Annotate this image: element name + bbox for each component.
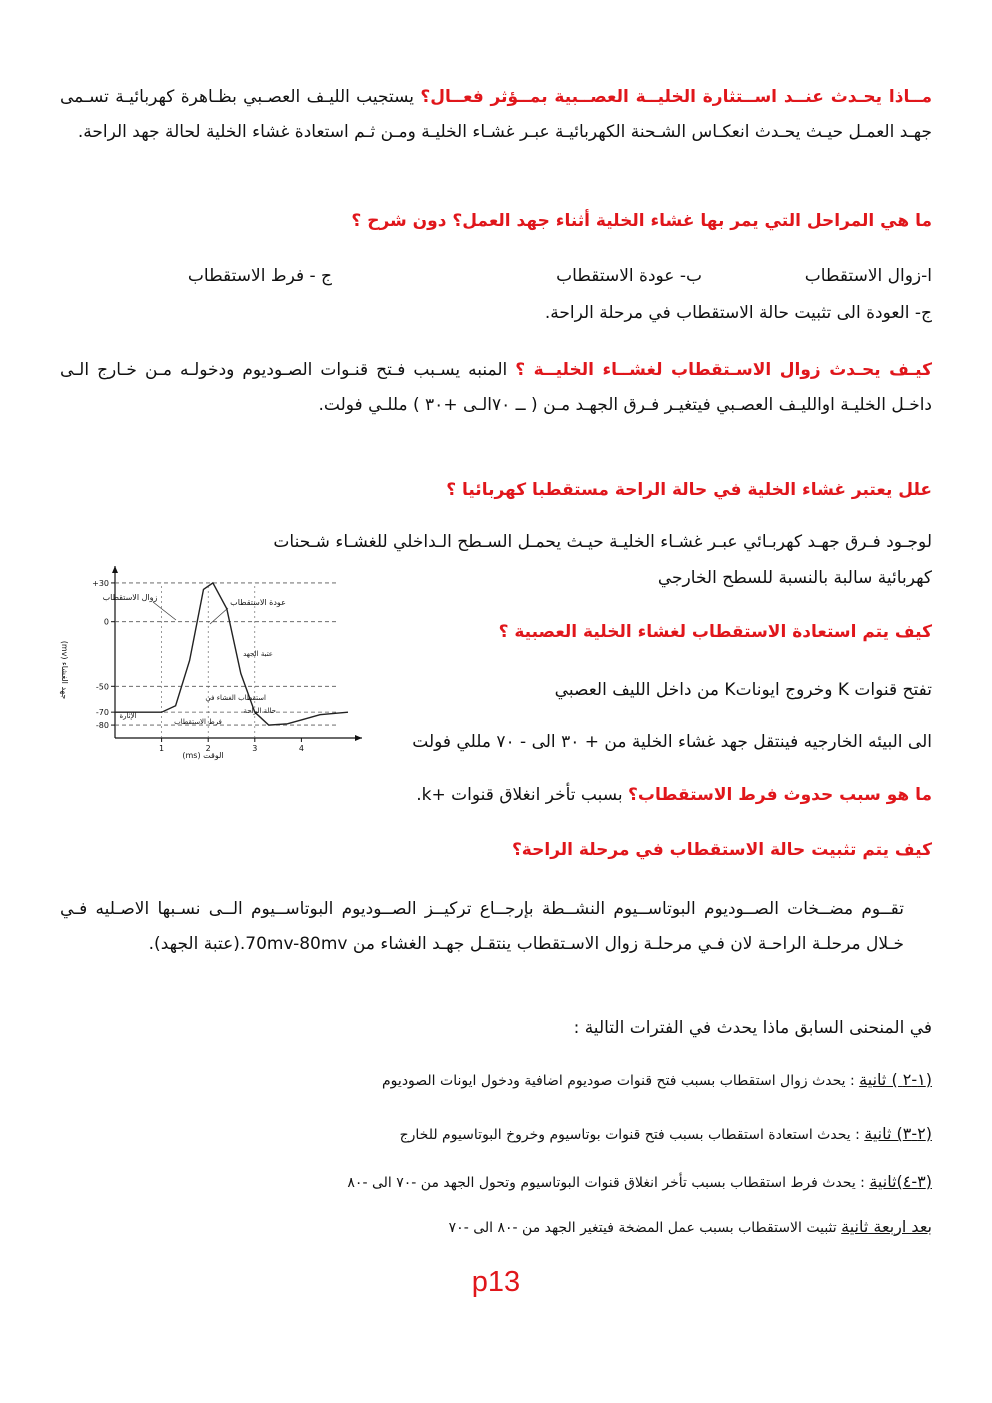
- q5-answer-line2: الى البيئه الخارجيه فينتقل جهد غشاء الخلية من + ٣٠ الى - ٧٠ مللي فولت: [412, 732, 932, 752]
- action-potential-graph: [48, 560, 370, 768]
- resting-label-1: استقطاب الغشاء في: [205, 694, 266, 702]
- period-label: (٣-٤)ثانية: [869, 1172, 932, 1191]
- graph-labels: [60, 593, 286, 760]
- q4-answer-line2: كهربائية سالبة بالنسبة للسطح الخارجي: [657, 568, 932, 588]
- periods-intro: في المنحنى السابق ماذا يحدث في الفترات التالية :: [573, 1018, 932, 1038]
- x-tick-label: 1: [159, 744, 165, 753]
- q7-question: كيف يتم تثبيت حالة الاستقطاب في مرحلة الراحة؟: [511, 840, 932, 860]
- period-item: [382, 1070, 932, 1091]
- period-item: [449, 1217, 932, 1238]
- q3-paragraph: [60, 353, 932, 423]
- q1-question: مــاذا يحـدث عنــد اســتثارة الخليــة العصــبية بمــؤثر فعــال؟: [420, 87, 932, 107]
- depol-pointer: [153, 602, 176, 620]
- y-axis-title: جهد الغشاء (mv): [60, 640, 69, 700]
- q6-question: ما هو سبب حدوث فرط الاستقطاب؟: [628, 785, 932, 805]
- depolarization-label: زوال الاستقطاب: [102, 593, 158, 602]
- resting-label-2: حالة الراحة: [243, 707, 276, 715]
- y-tick-label: 0: [103, 617, 109, 627]
- stage-d: ج- العودة الى تثبيت حالة الاستقطاب في مرحلة الراحة.: [544, 303, 932, 323]
- q2-question: ما هي المراحل التي يمر بها غشاء الخلية أثناء جهد العمل؟ دون شرح ؟: [351, 211, 932, 231]
- repolarization-label: عودة الاستقطاب: [230, 598, 286, 607]
- hyperpolarization-label: فرط الاستقطاب: [174, 718, 222, 726]
- y-tick-label: -70: [95, 708, 109, 718]
- period-item: [400, 1124, 932, 1145]
- repol-pointer: [210, 608, 228, 624]
- q3-question: كيـف يحـدث زوال الاسـتقطاب لغشــاء الخليــة ؟: [515, 360, 932, 380]
- period-label: (١-٢ ) ثانية: [859, 1070, 932, 1089]
- y-tick-label: -80: [95, 721, 109, 731]
- page-number: p13: [471, 1266, 521, 1298]
- q6-answer: بسبب تأخر انغلاق قنوات +k.: [416, 785, 629, 805]
- q5-question: كيف يتم استعادة الاستقطاب لغشاء الخلية العصبية ؟: [498, 622, 932, 642]
- y-axis-arrow: [112, 566, 118, 573]
- period-text: : يحدث استعادة استقطاب بسبب فتح قنوات بوتاسيوم وخروخ البوتاسيوم للخارج: [399, 1127, 865, 1143]
- period-label: بعد اربعة ثانية: [841, 1217, 932, 1236]
- period-label: (٢-٣) ثانية: [864, 1124, 932, 1143]
- x-tick-label: 4: [298, 744, 304, 753]
- stimulus-label: الإثارة: [119, 712, 137, 720]
- period-item: [347, 1172, 932, 1193]
- q4-answer-line1: لوجـود فـرق جهـد كهربـائي عبـر غشـاء الخليـة حيـث يحمـل السـطح الـداخلي للغشـاء شـحنات: [273, 532, 932, 552]
- q3-answer: المنبه يسـبب فـتح قنـوات الصـوديوم ودخولـه مـن خـارج الـى داخـل الخليـة اوالليـف العصـبي فيتغيـر فـرق الجهـد مـن ( ــ ٧٠الـى +٣٠ ) مللـي فولت.: [60, 360, 932, 415]
- q7-answer: تقــوم مضــخات الصــوديوم البوتاســيوم النشــطة بإرجــاع تركيــز الصــوديوم البوتاســيوم الــى نسـبها الاصـليه فـي خـلال مرحلـة الراحـة لان فـي مرحلـة زوال الاسـتقطاب ينتقـل جهـد الغشاء من 70mv-80mv.(عتبة الجهد).: [60, 899, 904, 954]
- period-text: : يحدث فرط استقطاب بسبب تأخر انغلاق قنوات البوتاسيوم وتحول الجهد من -٧٠ الى -٨٠: [347, 1175, 870, 1191]
- q1-answer: يستجيب الليـف العصـبي بظـاهرة كهربائيـة تسـمى جهـد العمـل حيـث يحـدث انعكـاس الشـحنة الكهربائيـة عبـر غشـاء الخليـة ومـن ثـم استعادة غشاء الخلية لحالة جهد الراحة.: [60, 87, 932, 142]
- stage-a: ا-زوال الاستقطاب: [804, 266, 932, 286]
- q1-paragraph: [60, 80, 932, 150]
- x-axis-arrow: [355, 735, 362, 741]
- q4-question: علل يعتبر غشاء الخلية في حالة الراحة مستقطبا كهربائيا ؟: [446, 480, 932, 500]
- stage-c: ج - فرط الاستقطاب: [187, 266, 332, 286]
- period-text: تثبيت الاستقطاب بسبب عمل المضخة فيتغير الجهد من -٨٠ الى -٧٠: [448, 1220, 842, 1236]
- x-tick-label: 2: [205, 744, 211, 753]
- stage-b: ب- عودة الاستقطاب: [556, 266, 702, 286]
- graph-gridlines: [115, 583, 338, 738]
- q6-paragraph: [416, 785, 932, 805]
- threshold-label: عتبة الجهد: [243, 650, 273, 658]
- x-tick-label: 3: [252, 744, 258, 753]
- q5-answer-line1: تفتح قنوات K وخروج ايوناتK من داخل الليف العصبي: [554, 680, 932, 700]
- y-tick-label: +30: [92, 578, 109, 588]
- period-text: : يحدث زوال استقطاب بسبب فتح قنوات صوديوم اضافية ودخول ايونات الصوديوم: [382, 1073, 860, 1089]
- y-tick-label: -50: [95, 682, 109, 692]
- x-axis-title: الوقت (ms): [182, 751, 224, 760]
